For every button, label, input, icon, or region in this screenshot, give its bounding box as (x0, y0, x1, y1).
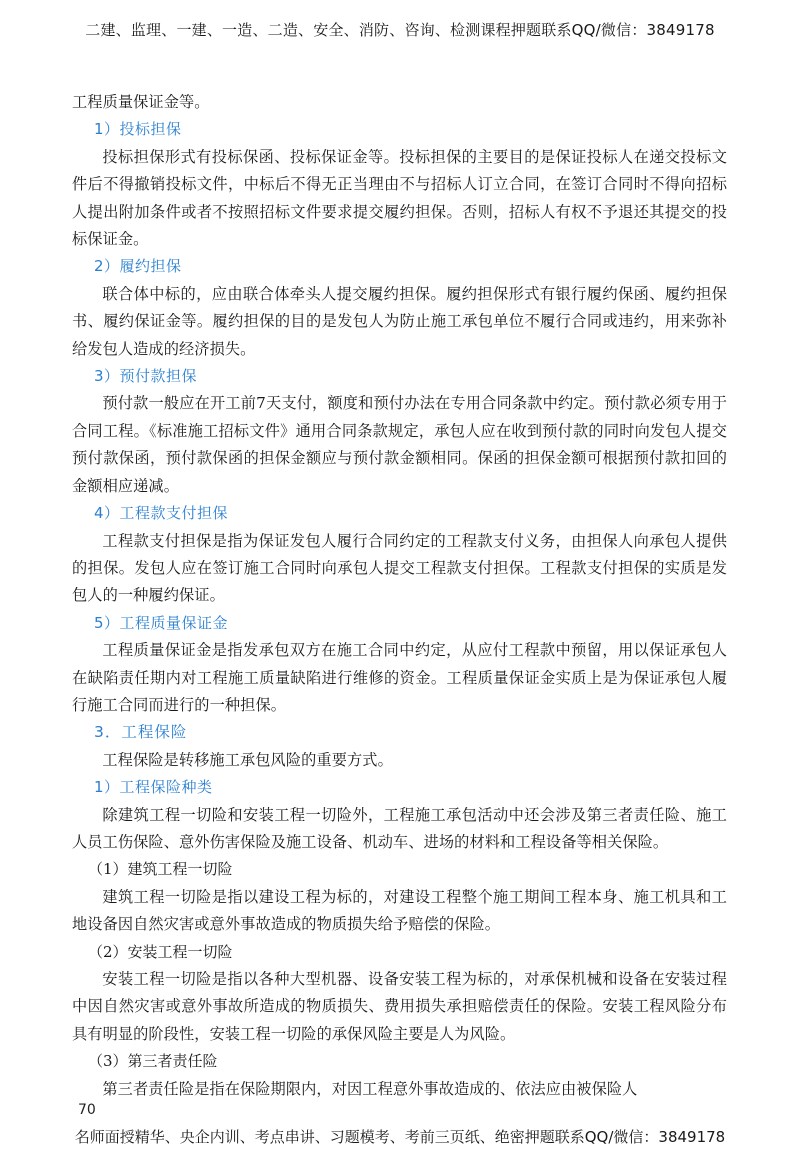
page-content (72, 89, 727, 1103)
subheading-installation-all-risk: （2）安装工程一切险 (88, 942, 233, 961)
heading-engineering-insurance: 3．工程保险 (94, 723, 188, 742)
paragraph-insurance-intro: 工程保险是转移施工承包风险的重要方式。 (102, 750, 393, 769)
subheading-third-party-liability: （3）第三者责任险 (88, 1052, 218, 1071)
subheading-construction-all-risk: （1）建筑工程一切险 (88, 860, 233, 879)
paragraph-performance-guarantee: 联合体中标的，应由联合体牵头人提交履约担保。履约担保形式有银行履约保函、履约担保书、履约保证金等。履约担保的目的是发包人为防止施工承包单位不履行合同或违约，用来弥补给发包人造成的经济损失。 (72, 284, 727, 358)
heading-quality-deposit: 5）工程质量保证金 (94, 613, 229, 632)
heading-performance-guarantee: 2）履约担保 (94, 257, 182, 276)
paragraph-insurance-types: 除建筑工程一切险和安装工程一切险外，工程施工承包活动中还会涉及第三者责任险、施工人员工伤保险、意外伤害保险及施工设备、机动车、进场的材料和工程设备等相关保险。 (72, 805, 727, 851)
paragraph-payment-guarantee: 工程款支付担保是指为保证发包人履行合同约定的工程款支付义务，由担保人向承包人提供的担保。发包人应在签订施工合同时向承包人提交工程款支付担保。工程款支付担保的实质是发包人的一种履约保证。 (72, 531, 727, 605)
paragraph-third-party-liability: 第三者责任险是指在保险期限内，对因工程意外事故造成的、依法应由被保险人 (102, 1079, 638, 1098)
footer-banner: 名师面授精华、央企内训、考点串讲、习题模考、考前三页纸、绝密押题联系QQ/微信：3849178 (74, 1128, 726, 1146)
heading-advance-payment-guarantee: 3）预付款担保 (94, 367, 198, 386)
header-banner: 二建、监理、一建、一造、二造、安全、消防、咨询、检测课程押题联系QQ/微信：3849178 (85, 21, 715, 39)
paragraph-quality-deposit: 工程质量保证金是指发承包双方在施工合同中约定，从应付工程款中预留，用以保证承包人在缺陷责任期内对工程施工质量缺陷进行维修的资金。工程质量保证金实质上是为保证承包人履行施工合同而进行的一种担保。 (72, 641, 727, 714)
intro-tail-paragraph: 工程质量保证金等。 (72, 93, 210, 111)
heading-payment-guarantee: 4）工程款支付担保 (94, 504, 229, 523)
paragraph-installation-all-risk: 安装工程一切险是指以各种大型机器、设备安装工程为标的，对承保机械和设备在安装过程中因自然灾害或意外事故所造成的物质损失、费用损失承担赔偿责任的保险。安装工程风险分布具有明显的阶段性，安装工程一切险的承保风险主要是人为风险。 (72, 970, 727, 1043)
paragraph-construction-all-risk: 建筑工程一切险是指以建设工程为标的，对建设工程整个施工期间工程本身、施工机具和工地设备因自然灾害或意外事故造成的物质损失给予赔偿的保险。 (72, 887, 727, 934)
paragraph-bid-guarantee: 投标担保形式有投标保函、投标保证金等。投标担保的主要目的是保证投标人在递交投标文件后不得撤销投标文件，中标后不得无正当理由不与招标人订立合同，在签订合同时不得向招标人提出附加条件或者不按照招标文件要求提交履约担保。否则，招标人有权不予退还其提交的投标保证金。 (72, 147, 727, 249)
heading-bid-guarantee: 1）投标担保 (94, 120, 182, 139)
heading-insurance-types: 1）工程保险种类 (94, 778, 213, 797)
page-number: 70 (78, 1102, 96, 1118)
paragraph-advance-payment-guarantee: 预付款一般应在开工前7天支付，额度和预付办法在专用合同条款中约定。预付款必须专用于合同工程。《标准施工招标文件》通用合同条款规定，承包人应在收到预付款的同时向发包人提交预付款保函，预付款保函的担保金额应与预付款金额相同。保函的担保金额可根据预付款扣回的金额相应递减。 (72, 394, 727, 495)
